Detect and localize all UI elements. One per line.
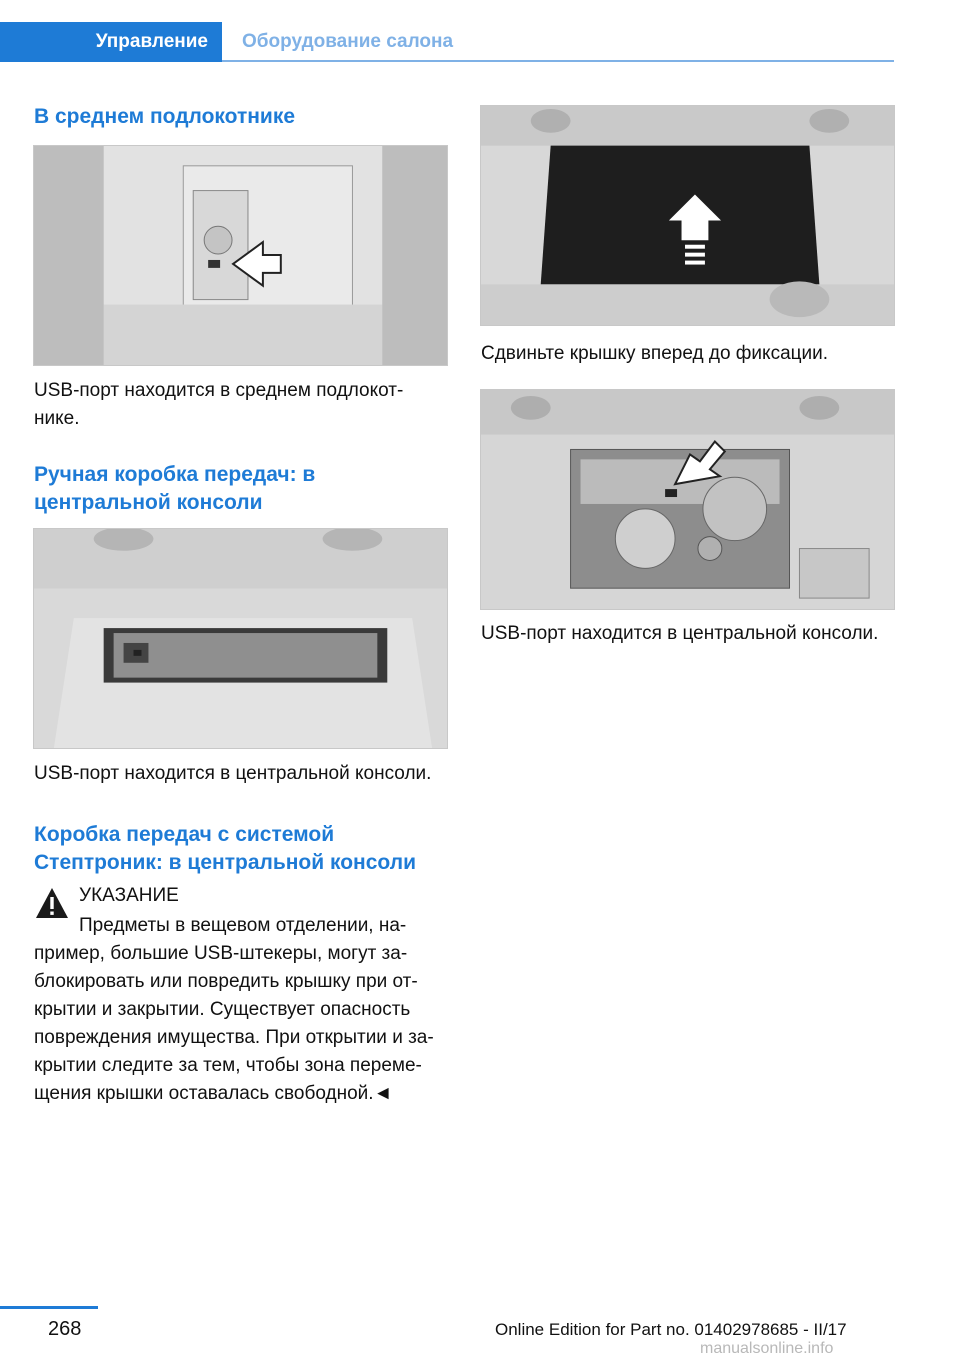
page-number: 268 [48, 1318, 82, 1340]
watermark: manualsonline.info [700, 1340, 834, 1357]
footer-accent-line [0, 1306, 98, 1309]
figure-armrest-usb [33, 145, 448, 366]
caption-console-manual: USB-порт находится в центральной консоли. [34, 763, 432, 784]
section-title-steptronic: Коробка передач с системой Стептроник: в центральной консоли [34, 823, 416, 874]
header-divider [222, 60, 894, 62]
notice-text: Предметы в вещевом отделении, на-пример, большие USB-штекеры, могут за-блокировать или повредить крышку при от-крытии и закрытии. Существует опасность повреждения имущества. При открытии и за-крытии следите за тем, чтобы зона переме-щения крышки оставалась свободной.◄ [34, 915, 434, 1104]
footer-edition: Online Edition for Part no. 01402978685 - II/17 [495, 1320, 847, 1339]
caption-slide-cover: Сдвиньте крышку вперед до фиксации. [481, 343, 829, 364]
figure-slide-cover [480, 105, 895, 326]
figure-console-usb-steptronic [480, 389, 895, 610]
caption-console-steptronic: USB-порт находится в центральной консоли. [481, 623, 879, 644]
header-tab-interior-equipment[interactable]: Оборудование салона [242, 31, 454, 52]
header-tab-control[interactable]: Управление [0, 22, 222, 62]
section-title-armrest: В среднем подлокотнике [34, 105, 296, 128]
notice-label: УКАЗАНИЕ [79, 885, 179, 906]
figure-console-usb-manual [33, 528, 448, 749]
caption-armrest: USB-порт находится в среднем подлокот-нике. [34, 380, 404, 429]
section-title-manual-gearbox: Ручная коробка передач: в центральной консоли [34, 463, 316, 514]
